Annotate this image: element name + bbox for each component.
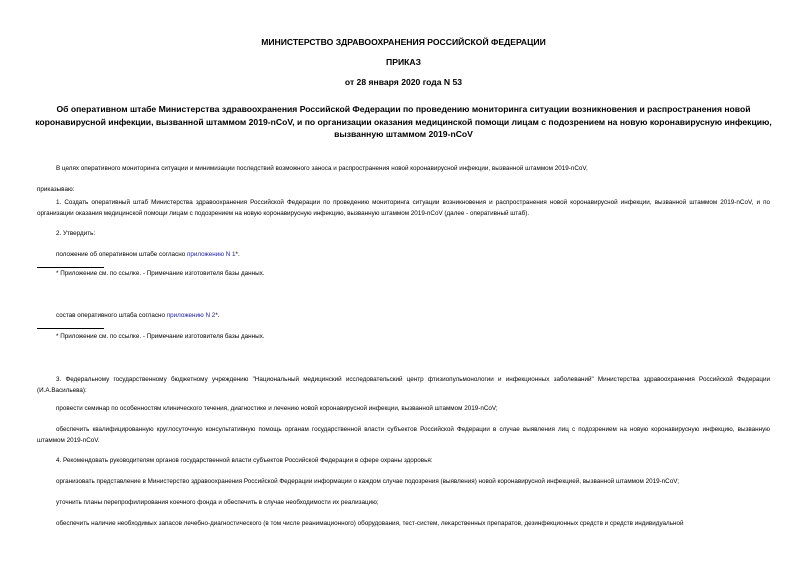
item-4-point-a: организовать представление в Министерство здравоохранения Российской Федерации информации о каждом случае подозрения (выявления) новой коронавирусной инфекцией, вызванной штаммом 2019-nCoV; <box>56 478 679 485</box>
item-3: 3. Федеральному государственному бюджетному учреждению "Национальный медицинский исследовательский центр фтизиопульмонологии и инфекционных заболеваний" Министерства здравоохранения Российской Федерации (И.А.Васильева): <box>37 376 770 394</box>
item-4-point-c: обеспечить наличие необходимых запасов лечебно-диагностического (в том числе реанимационного) оборудования, тест-систем, лекарственных препаратов, дезинфекционных средств и средств индивидуальной <box>56 520 684 527</box>
ministry-heading: МИНИСТЕРСТВО ЗДРАВООХРАНЕНИЯ РОССИЙСКОЙ ФЕДЕРАЦИИ <box>261 37 546 47</box>
approve-2-text: состав оперативного штаба согласно <box>56 312 167 319</box>
approve-item-1 <box>56 250 240 261</box>
document-type: ПРИКАЗ <box>386 57 421 67</box>
item-3-point-a: провести семинар по особенностям клинического течения, диагностике и лечению новой коронавирусной инфекции, вызванной штаммом 2019-nCoV; <box>56 405 498 412</box>
item-2: 2. Утвердить: <box>56 230 96 237</box>
footnote-divider <box>37 267 104 268</box>
item-4: 4. Рекомендовать руководителям органов государственной власти субъектов Российской Федерации в сфере охраны здоровья: <box>56 457 433 464</box>
approve-2-suffix: *. <box>215 312 220 319</box>
intro-paragraph: В целях оперативного мониторинга ситуации и минимизации последствий возможного заноса и распространения новой коронавирусной инфекции, вызванной штаммом 2019-nCoV, <box>56 165 588 172</box>
approve-1-text: положение об оперативном штабе согласно <box>56 251 187 258</box>
footnote-divider <box>37 328 104 329</box>
order-word: приказываю: <box>37 186 75 193</box>
approve-item-2 <box>56 311 220 322</box>
document-title: Об оперативном штабе Министерства здравоохранения Российской Федерации по проведению мониторинга ситуации возникновения и распространения новой коронавирусной инфекции, вызванной штаммом 2019-nCoV, и по организации оказания медицинской помощи лицам с подозрением на новую коронавирусную инфекцию, вызванную штаммом 2019-nCoV <box>35 104 772 139</box>
appendix-2-link[interactable]: приложению N 2 <box>166 312 216 319</box>
document-date-number: от 28 января 2020 года N 53 <box>344 77 463 87</box>
appendix-1-link[interactable]: приложению N 1 <box>186 251 236 258</box>
item-1: 1. Создать оперативный штаб Министерства здравоохранения Российской Федерации по проведению мониторинга ситуации возникновения и распространения новой коронавирусной инфекции, вызванной штаммом 2019-nCoV, и по организации оказания медицинской помощи лицам с подозрением на новую коронавирусную инфекцию, вызванную штаммом 2019-nCoV (далее - оперативный штаб). <box>37 199 770 217</box>
item-4-point-b: уточнить планы перепрофилирования коечного фонда и обеспечить в случае необходимости их реализацию; <box>56 499 379 506</box>
approve-1-suffix: *. <box>235 251 240 258</box>
item-3-point-b: обеспечить квалифицированную круглосуточную консультативную помощь органам государственной власти субъектов Российской Федерации в случае выявления лиц с подозрением на новую коронавирусную инфекцию, вызванную штаммом 2019-nCoV. <box>37 426 770 444</box>
footnote-2: * Приложение см. по ссылке. - Примечание изготовителя базы данных. <box>56 333 265 340</box>
footnote-1: * Приложение см. по ссылке. - Примечание изготовителя базы данных. <box>56 270 265 277</box>
